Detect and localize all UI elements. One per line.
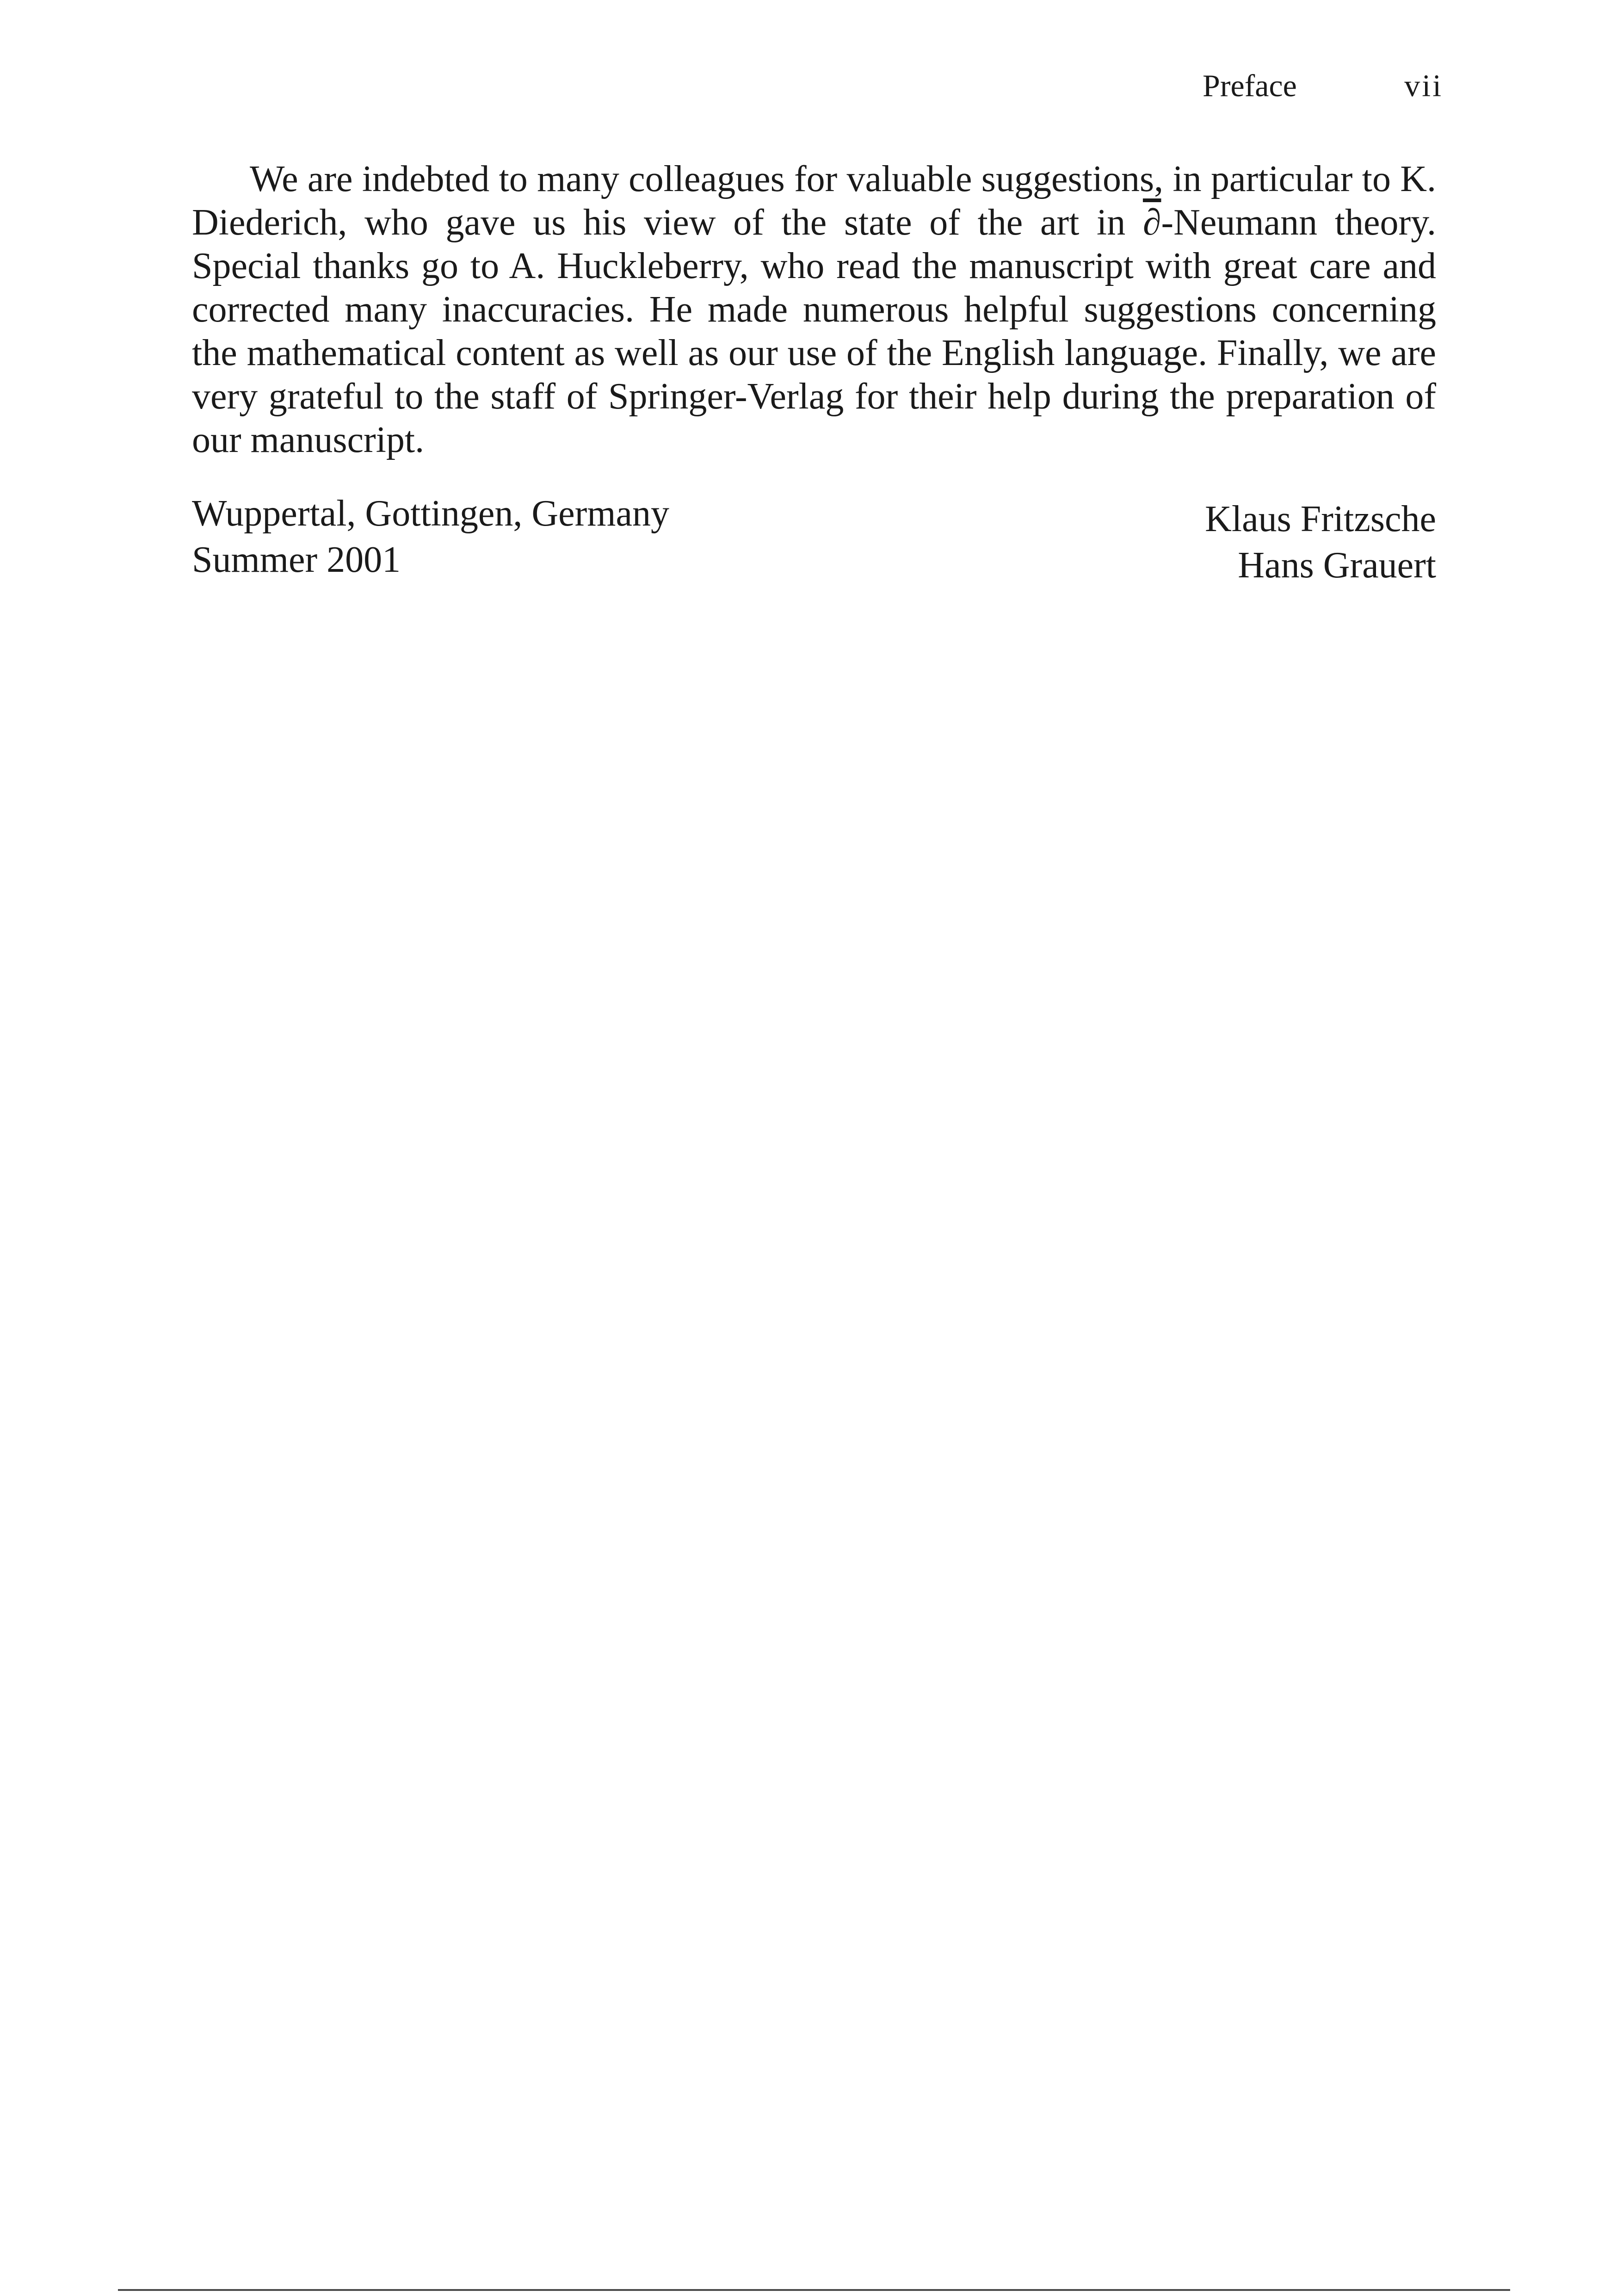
signoff-place-date (192, 490, 669, 583)
running-head-section: Preface (1203, 68, 1297, 103)
paragraph-text-start: We are indebted to many colleagues for valuable suggestions, in particular to K. Diederich, who gave us his view of the state of the art in (192, 159, 1436, 243)
author-name: Hans Grauert (1238, 545, 1436, 586)
signoff-date: Summer 2001 (192, 539, 401, 580)
running-head (1156, 65, 1443, 106)
paragraph-text-end: -Neumann theory. Special thanks go to A. Huckleberry, who read the manuscript with great care and corrected many inaccuracies. He made numerous helpful suggestions concerning the mathematical content as well as our use of the English language. Finally, we are very grateful to the staff of Springer-Verlag for their help during the preparation of our manuscript. (192, 202, 1436, 460)
signoff-authors (1205, 496, 1436, 588)
author-name: Klaus Fritzsche (1205, 499, 1436, 539)
preface-paragraph (192, 157, 1436, 462)
page-number: vii (1404, 68, 1443, 103)
bottom-rule (118, 2289, 1510, 2291)
signoff-place: Wuppertal, Gottingen, Germany (192, 493, 670, 534)
dbar-symbol: ∂ (1142, 202, 1161, 243)
signoff (192, 490, 1436, 586)
